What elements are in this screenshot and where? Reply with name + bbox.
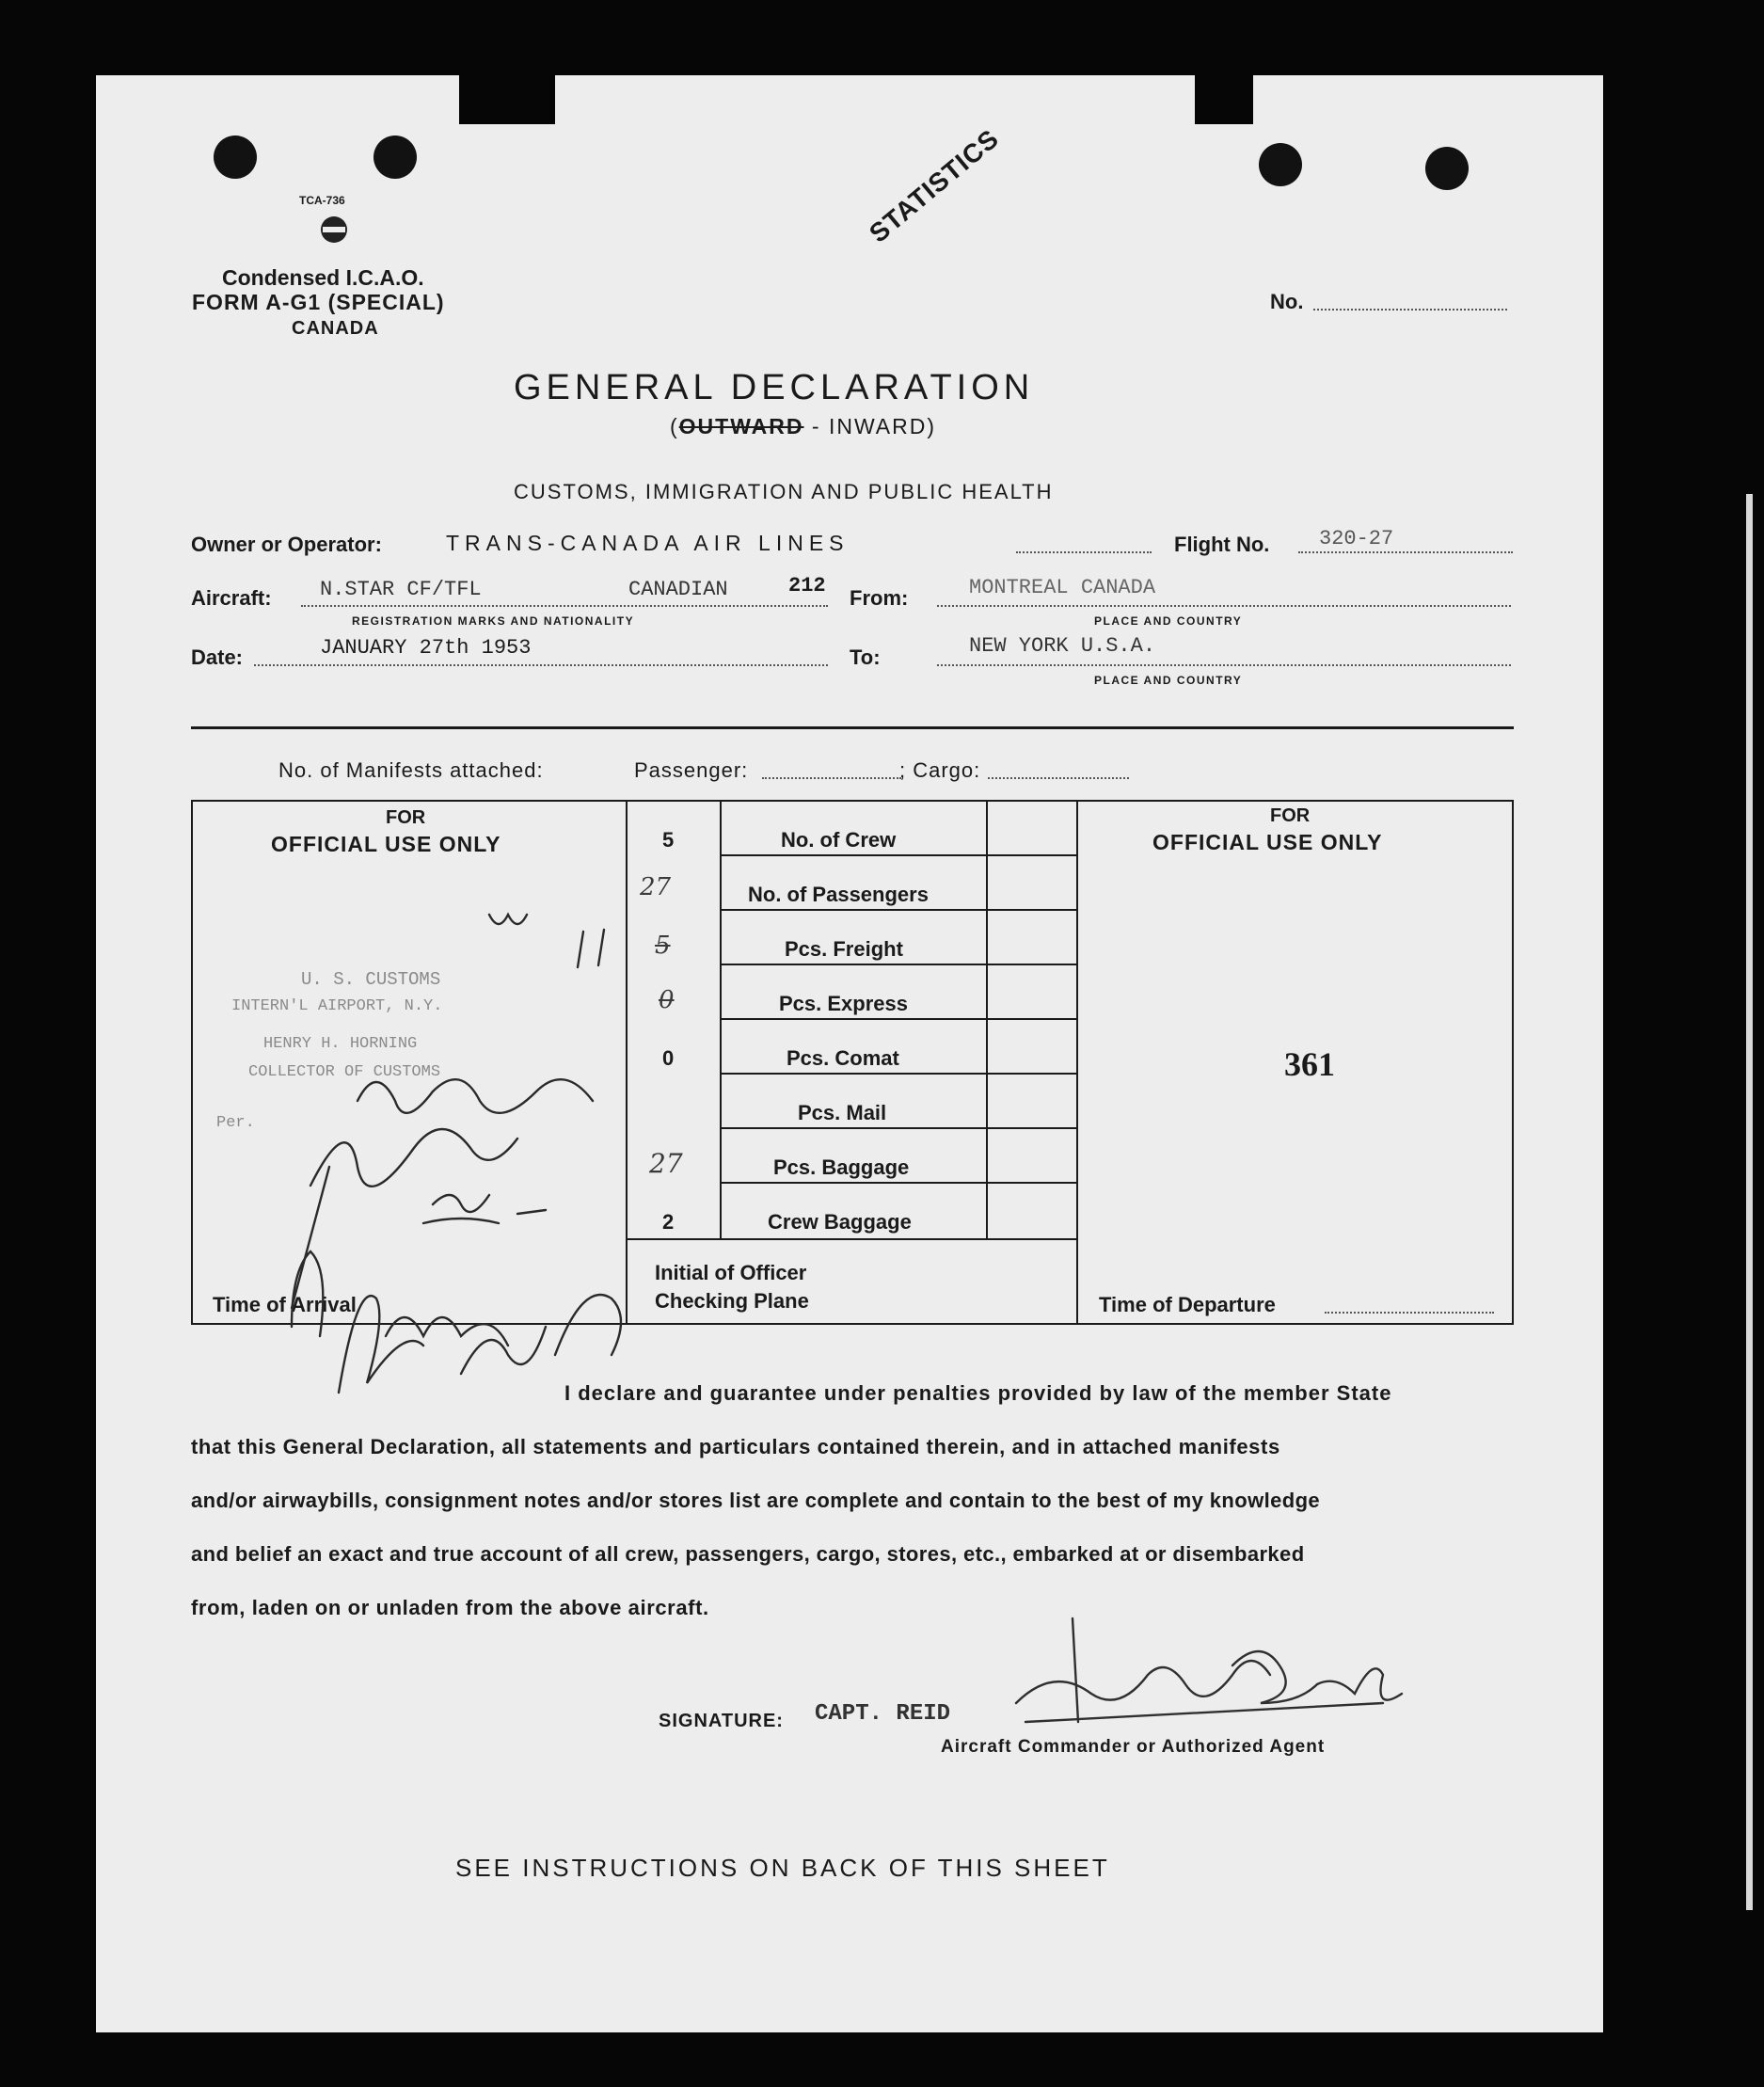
- aircraft-label: Aircraft:: [191, 586, 272, 610]
- table-row-value[interactable]: 0: [662, 1046, 675, 1070]
- to-label: To:: [850, 645, 881, 669]
- flight-field-line: [1298, 551, 1513, 553]
- punch-hole-icon: [214, 135, 257, 179]
- table-row-label: Pcs. Mail: [798, 1101, 887, 1124]
- from-label: From:: [850, 586, 909, 610]
- table-row-label: No. of Passengers: [748, 883, 929, 906]
- declaration-line: from, laden on or unladen from the above aircraft.: [191, 1596, 709, 1619]
- no-label: No.: [1270, 290, 1304, 313]
- punch-hole-icon: [1259, 143, 1302, 186]
- aircraft-nationality[interactable]: CANADIAN: [628, 578, 728, 601]
- row-divider: [720, 964, 1077, 965]
- departure-time-field[interactable]: [1325, 1312, 1494, 1314]
- signature-value[interactable]: CAPT. REID: [815, 1701, 951, 1727]
- declaration-line: and belief an exact and true account of all crew, passengers, cargo, stores, etc., embarked at or disembarked: [191, 1542, 1305, 1566]
- table-row-label: No. of Crew: [781, 828, 897, 852]
- time-of-arrival-label: Time of Arrival: [213, 1293, 357, 1316]
- cargo-manifest-label: ; Cargo:: [899, 758, 981, 782]
- form-name: FORM A-G1 (SPECIAL): [192, 290, 445, 314]
- table-divider: [720, 800, 722, 1240]
- table-row-label: Pcs. Express: [779, 992, 908, 1015]
- place-caption-from: PLACE AND COUNTRY: [1094, 614, 1243, 628]
- declaration-line: I declare and guarantee under penalties provided by law of the member State: [564, 1381, 1392, 1405]
- form-country: CANADA: [292, 318, 379, 339]
- owner-field-line: [1016, 551, 1152, 553]
- date-value[interactable]: JANUARY 27th 1953: [320, 636, 532, 660]
- left-official-use: OFFICIAL USE ONLY: [271, 832, 501, 856]
- outward-struck: OUTWARD: [678, 414, 804, 438]
- captain-signature-icon: [997, 1600, 1439, 1731]
- signature-caption: Aircraft Commander or Authorized Agent: [941, 1737, 1326, 1757]
- passenger-manifest-label: Passenger:: [634, 758, 749, 782]
- table-row-value[interactable]: 27: [640, 873, 672, 901]
- customs-stamp-line: Per.: [216, 1114, 255, 1132]
- owner-label: Owner or Operator:: [191, 533, 382, 556]
- table-divider: [986, 800, 988, 1240]
- right-for: FOR: [1270, 805, 1311, 826]
- date-label: Date:: [191, 645, 244, 669]
- page-title: GENERAL DECLARATION: [514, 368, 1035, 407]
- passenger-manifest-field[interactable]: [762, 777, 901, 779]
- row-divider: [720, 909, 1077, 911]
- row-divider: [720, 1182, 1077, 1184]
- aircraft-field-line: [301, 605, 828, 607]
- officer-initial-label: Initial of Officer Checking Plane: [655, 1261, 809, 1313]
- customs-stamp-line: COLLECTOR OF CUSTOMS: [248, 1063, 441, 1081]
- row-divider: [720, 1127, 1077, 1129]
- table-row-value[interactable]: 27: [649, 1148, 683, 1179]
- signature-label: SIGNATURE:: [659, 1711, 784, 1731]
- form-code: TCA-736: [299, 194, 345, 207]
- place-caption-to: PLACE AND COUNTRY: [1094, 674, 1243, 687]
- flight-value[interactable]: 320-27: [1319, 527, 1394, 550]
- official-number: 361: [1284, 1045, 1335, 1083]
- aircraft-number[interactable]: 212: [788, 574, 826, 597]
- declaration-line: and/or airwaybills, consignment notes and/or stores list are complete and contain to the best of my knowledge: [191, 1489, 1321, 1512]
- to-value[interactable]: NEW YORK U.S.A.: [969, 634, 1156, 658]
- customs-stamp-line: INTERN'L AIRPORT, N.Y.: [231, 997, 443, 1015]
- owner-value: TRANS-CANADA AIR LINES: [446, 531, 850, 555]
- no-field[interactable]: [1313, 309, 1507, 311]
- table-row-value[interactable]: 5: [655, 932, 671, 960]
- sheet-notch: [1195, 75, 1253, 124]
- date-field-line: [254, 664, 828, 666]
- registration-caption: REGISTRATION MARKS AND NATIONALITY: [352, 614, 635, 628]
- punch-hole-icon: [373, 135, 417, 179]
- customs-stamp-line: U. S. CUSTOMS: [301, 969, 441, 990]
- table-row-value[interactable]: 2: [662, 1210, 675, 1234]
- table-divider: [1076, 800, 1078, 1323]
- scan-edge: [1746, 494, 1753, 1910]
- right-official-use: OFFICIAL USE ONLY: [1152, 830, 1383, 854]
- customs-stamp-line: HENRY H. HORNING: [263, 1035, 418, 1053]
- row-divider: [720, 1018, 1077, 1020]
- handwritten-signature-icon: [273, 903, 706, 1430]
- table-row-label: Pcs. Baggage: [773, 1155, 910, 1179]
- table-row-label: Pcs. Comat: [787, 1046, 899, 1070]
- punch-hole-icon: [1425, 147, 1469, 190]
- declaration-line: that this General Declaration, all statements and particulars contained therein, and in attached manifests: [191, 1435, 1280, 1458]
- table-row-label: Pcs. Freight: [785, 937, 903, 961]
- tca-logo-icon: [319, 215, 349, 245]
- cargo-manifest-field[interactable]: [988, 777, 1129, 779]
- time-of-departure-label: Time of Departure: [1099, 1293, 1276, 1316]
- footer-instructions: SEE INSTRUCTIONS ON BACK OF THIS SHEET: [455, 1854, 1110, 1882]
- table-row-value[interactable]: 0: [659, 986, 675, 1014]
- direction-line: (OUTWARD - INWARD): [670, 414, 937, 438]
- manifests-label: No. of Manifests attached:: [278, 758, 544, 782]
- from-value[interactable]: MONTREAL CANADA: [969, 576, 1156, 599]
- row-divider: [720, 854, 1077, 856]
- left-for: FOR: [386, 807, 426, 828]
- from-field-line: [937, 605, 1511, 607]
- divider: [191, 726, 1514, 729]
- sheet-notch: [459, 75, 555, 124]
- condensed-icao: Condensed I.C.A.O.: [222, 265, 424, 290]
- to-field-line: [937, 664, 1511, 666]
- aircraft-value[interactable]: N.STAR CF/TFL: [320, 578, 482, 601]
- statistics-stamp: STATISTICS: [864, 123, 1005, 248]
- table-row-label: Crew Baggage: [768, 1210, 912, 1234]
- subheading: CUSTOMS, IMMIGRATION AND PUBLIC HEALTH: [514, 480, 1054, 503]
- row-divider: [720, 1073, 1077, 1075]
- flight-label: Flight No.: [1174, 533, 1270, 556]
- table-row-value[interactable]: 5: [662, 828, 675, 852]
